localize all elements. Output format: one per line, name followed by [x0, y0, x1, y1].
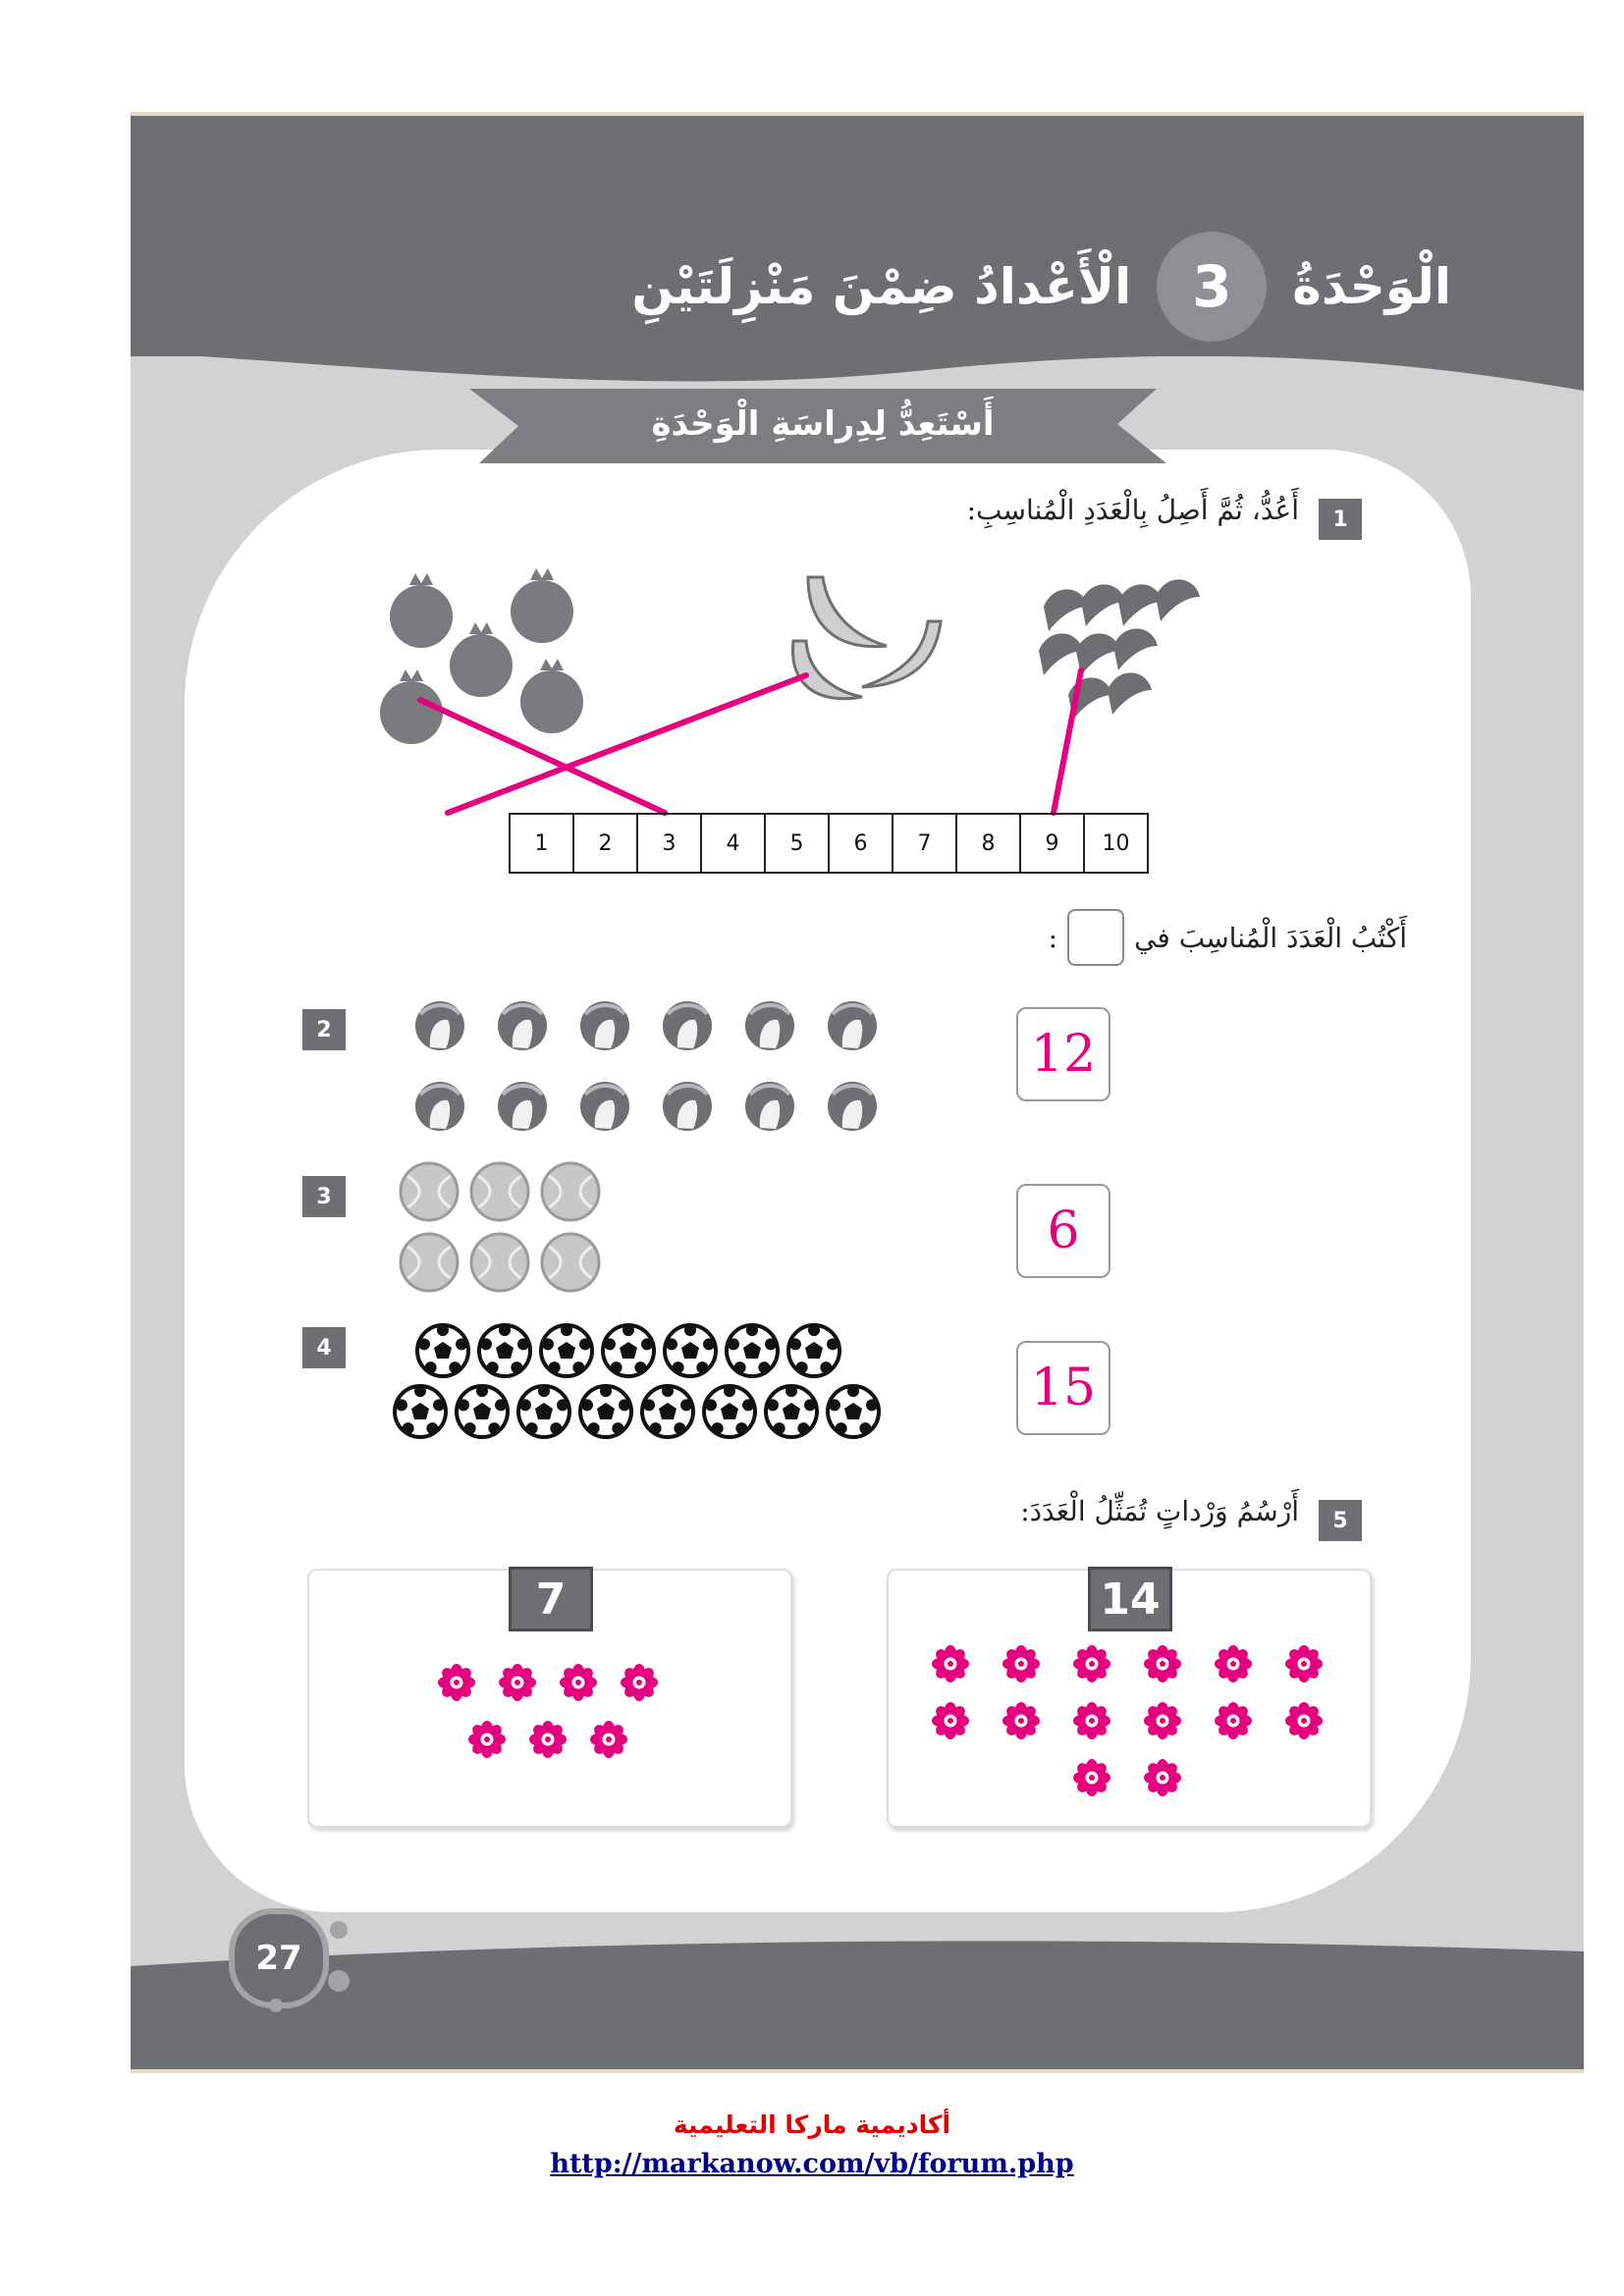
colon: : [1048, 921, 1058, 954]
bottom-rule [131, 2069, 1584, 2073]
question-4-badge: 4 [302, 1327, 346, 1368]
number-line-cell[interactable]: 3 [636, 815, 700, 872]
number-line-cell[interactable]: 1 [534, 830, 549, 856]
footer-watermark [0, 2110, 1624, 2179]
question-1-badge: 1 [1319, 499, 1362, 540]
question-3-answer-box[interactable]: 6 [1016, 1184, 1110, 1278]
number-line-cell[interactable]: 5 [764, 815, 828, 872]
number-line-cell[interactable]: 9 [1019, 815, 1083, 872]
workbook-page [131, 116, 1584, 2069]
card-number-badge: 14 [1088, 1567, 1172, 1631]
question-1-instruction: أَعُدُّ، ثُمَّ أَصِلُ بِالْعَدَدِ الْمُناسِبِ: [966, 494, 1299, 526]
number-line-cell[interactable]: 8 [955, 815, 1019, 872]
question-5-badge: 5 [1319, 1500, 1362, 1541]
question-5-instruction: أَرْسُمُ وَرْداتٍ تُمَثِّلُ الْعَدَدَ: [1020, 1495, 1299, 1527]
write-instruction-text: أَكْتُبُ الْعَدَدَ الْمُناسِبَ في [1134, 921, 1407, 954]
number-line-cell[interactable]: 6 [828, 815, 892, 872]
watermark-title: أكاديمية ماركا التعليمية [673, 2110, 951, 2139]
card-number-badge: 7 [509, 1567, 593, 1631]
unit-title-text: الْأَعْدادُ ضِمْنَ مَنْزِلَتَيْنِ [631, 258, 1132, 315]
number-line-cell[interactable]: 2 [572, 815, 636, 872]
unit-label: الْوَحْدَةُ [1292, 258, 1451, 315]
number-line-cell[interactable]: 7 [892, 815, 955, 872]
unit-number-badge: 3 [1157, 232, 1267, 342]
page-number-dots [131, 116, 1584, 2069]
page-number: 27 [229, 1908, 329, 2008]
question-2-badge: 2 [302, 1009, 346, 1050]
number-line-cell[interactable]: 10 [1083, 815, 1147, 872]
question-2-answer-box[interactable]: 12 [1016, 1007, 1110, 1101]
number-line-cell[interactable]: 4 [700, 815, 764, 872]
watermark-link[interactable]: http://markanow.com/vb/forum.php [550, 2149, 1074, 2179]
section-ribbon-label: أَسْتَعِدُّ لِدِراسَةِ الْوَحْدَةِ [651, 404, 995, 444]
question-4-answer-box[interactable]: 15 [1016, 1341, 1110, 1435]
question-3-badge: 3 [302, 1176, 346, 1217]
